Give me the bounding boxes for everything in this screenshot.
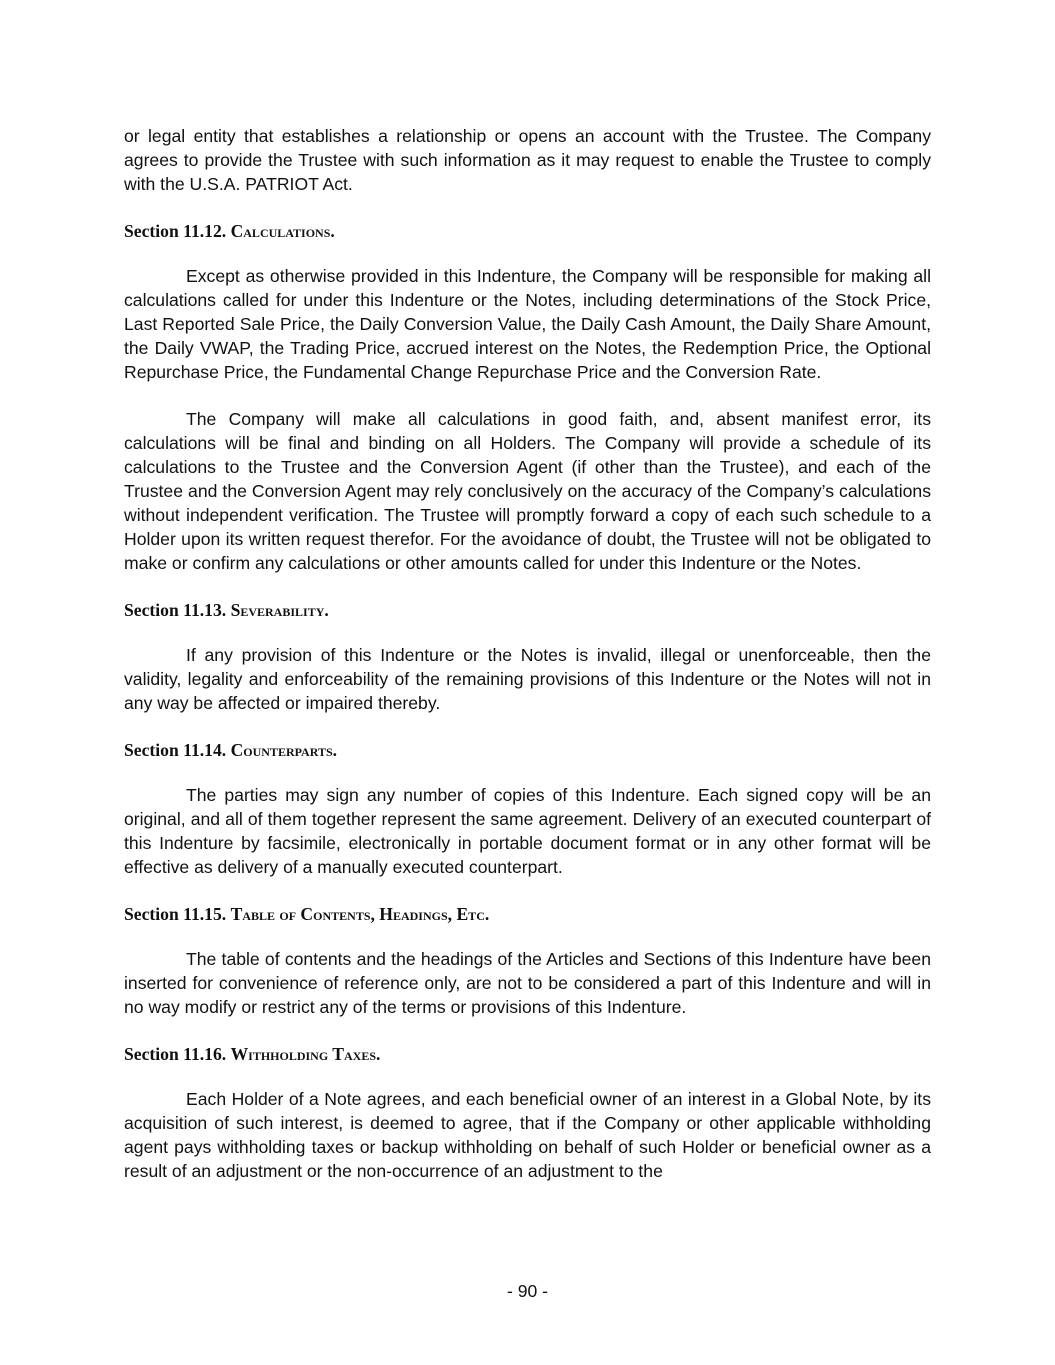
page-body xyxy=(124,124,931,1183)
section-number: Section 11.15. xyxy=(124,904,227,924)
section-paragraph: The Company will make all calculations in good faith, and, absent manifest error, its calculations will be final and binding on all Holders. The Company will provide a schedule of its calculations to the Trustee and the Conversion Agent (if other than the Trustee), and each of the Trustee and the Conversion Agent may rely conclusively on the accuracy of the Company’s calculations without independent verification. The Trustee will promptly forward a copy of each such schedule to a Holder upon its written request therefor. For the avoidance of doubt, the Trustee will not be obligated to make or confirm any calculations or other amounts called for under this Indenture or the Notes. xyxy=(124,409,931,573)
section-heading-11-12 xyxy=(124,219,931,243)
section-paragraph: Except as otherwise provided in this Indenture, the Company will be responsible for making all calculations called for under this Indenture or the Notes, including determinations of the Stock Price, Last Reported Sale Price, the Daily Conversion Value, the Daily Cash Amount, the Daily Share Amount, the Daily VWAP, the Trading Price, accrued interest on the Notes, the Redemption Price, the Optional Repurchase Price, the Fundamental Change Repurchase Price and the Conversion Rate. xyxy=(124,266,931,382)
section-title: Withholding Taxes. xyxy=(230,1044,381,1064)
section-number: Section 11.12. xyxy=(124,221,227,241)
page-number: - 90 - xyxy=(506,1281,549,1301)
section-title: Table of Contents, Headings, Etc. xyxy=(230,904,490,924)
section-heading-11-14 xyxy=(124,738,931,762)
section-title: Counterparts. xyxy=(230,740,338,760)
section-paragraph: Each Holder of a Note agrees, and each beneficial owner of an interest in a Global Note, by its acquisition of such interest, is deemed to agree, that if the Company or other applicable withholding agent pays withholding taxes or backup withholding on behalf of such Holder or beneficial owner as a result of an adjustment or the non-occurrence of an adjustment to the xyxy=(124,1089,931,1181)
section-paragraph: The parties may sign any number of copies of this Indenture. Each signed copy will be an original, and all of them together represent the same agreement. Delivery of an executed counterpart of this Indenture by facsimile, electronically in portable document format or in any other format will be effective as delivery of a manually executed counterpart. xyxy=(124,785,931,877)
section-number: Section 11.13. xyxy=(124,600,227,620)
section-title: Severability. xyxy=(230,600,329,620)
section-heading-11-16 xyxy=(124,1042,931,1066)
section-number: Section 11.14. xyxy=(124,740,227,760)
section-title: Calculations. xyxy=(230,221,335,241)
intro-paragraph: or legal entity that establishes a relationship or opens an account with the Trustee. The Company agrees to provide the Trustee with such information as it may request to enable the Trustee to comply with the U.S.A. PATRIOT Act. xyxy=(124,126,931,194)
section-paragraph: The table of contents and the headings of the Articles and Sections of this Indenture have been inserted for convenience of reference only, are not to be considered a part of this Indenture and will in no way modify or restrict any of the terms or provisions of this Indenture. xyxy=(124,949,931,1017)
section-heading-11-15 xyxy=(124,902,931,926)
section-heading-11-13 xyxy=(124,598,931,622)
section-paragraph: If any provision of this Indenture or the Notes is invalid, illegal or unenforceable, then the validity, legality and enforceability of the remaining provisions of this Indenture or the Notes will not in any way be affected or impaired thereby. xyxy=(124,645,931,713)
section-number: Section 11.16. xyxy=(124,1044,227,1064)
